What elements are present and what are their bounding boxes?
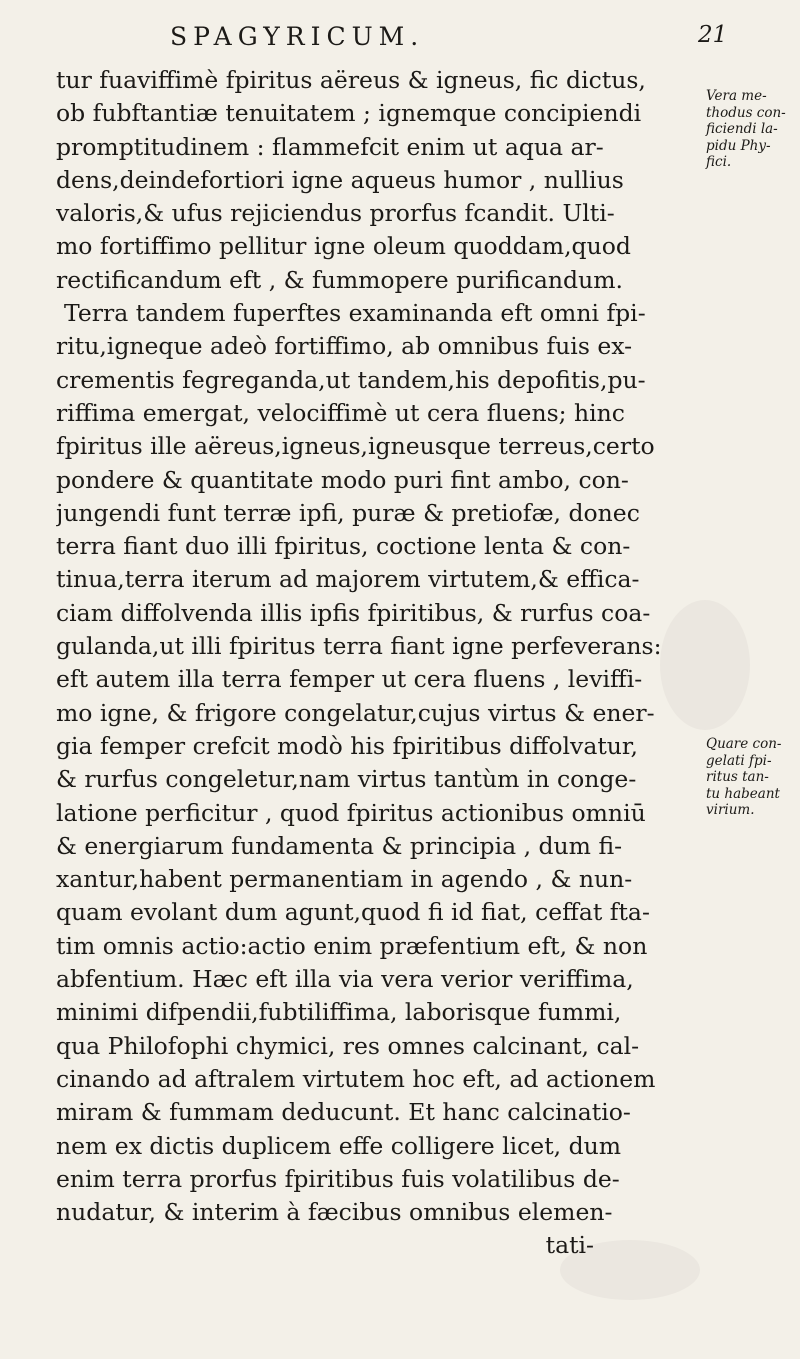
text-line: tinua,terra iterum ad majorem virtutem,& effica-	[56, 565, 640, 594]
text-line: cinando ad aftralem virtutem hoc eft, ad actionem	[56, 1064, 656, 1093]
margin-note-line: gelati fpi-	[706, 752, 772, 769]
margin-note-line: fici.	[706, 154, 732, 170]
page-number: 21	[698, 22, 728, 48]
running-head: SPAGYRICUM.	[170, 22, 425, 51]
margin-note	[706, 88, 796, 171]
text-line: tim omnis actio:actio enim præfentium eft, & non	[56, 931, 648, 960]
text-line: qua Philofophi chymici, res omnes calcinant, cal-	[56, 1031, 640, 1060]
text-line: eft autem illa terra femper ut cera fluens , leviffi-	[56, 665, 643, 694]
catchword: tati-	[545, 1231, 594, 1260]
text-line: promptitudinem : flammefcit enim ut aqua ar-	[56, 132, 604, 161]
text-line: riffima emergat, velociffimè ut cera fluens; hinc	[56, 398, 625, 427]
margin-note-line: tu habeant	[706, 785, 780, 802]
margin-note-line: Quare con-	[706, 736, 782, 752]
text-line: mo fortiffimo pellitur igne oleum quoddam,quod	[56, 232, 631, 261]
text-line: valoris,& ufus rejiciendus prorfus fcandit. Ulti-	[56, 199, 615, 228]
text-line: ritu,igneque adeò fortiffimo, ab omnibus fuis ex-	[56, 332, 633, 361]
text-line: nem ex dictis duplicem effe colligere licet, dum	[56, 1131, 622, 1160]
text-line: rectificandum eft , & fummopere purificandum.	[56, 265, 623, 294]
text-line: ob fubftantiæ tenuitatem ; ignemque concipiendi	[56, 99, 642, 128]
text-line: Terra tandem fuperftes examinanda eft omni fpi-	[64, 299, 646, 328]
text-line: dens,deindefortiori igne aqueus humor , nullius	[56, 165, 624, 194]
text-line: & rurfus congeletur,nam virtus tantùm in conge-	[56, 765, 637, 794]
text-line: nudatur, & interim à fæcibus omnibus elemen-	[56, 1198, 613, 1227]
body-text	[56, 64, 690, 1263]
margin-note-line: ritus tan-	[706, 769, 769, 785]
text-line: crementis fegreganda,ut tandem,his depofitis,pu-	[56, 365, 646, 394]
text-line: fpiritus ille aëreus,igneus,igneusque terreus,certo	[56, 432, 655, 461]
margin-note-line: pidu Phy-	[706, 137, 771, 154]
text-line: pondere & quantitate modo puri fint ambo, con-	[56, 465, 629, 494]
text-line: minimi difpendii,fubtiliffima, laborisque fummi,	[56, 998, 622, 1027]
text-line: xantur,habent permanentiam in agendo , & nun-	[56, 865, 633, 894]
text-line: & energiarum fundamenta & principia , dum fi-	[56, 831, 623, 860]
text-line: mo igne, & frigore congelatur,cujus virtus & ener-	[56, 698, 655, 727]
text-line: abfentium. Hæc eft illa via vera verior veriffima,	[56, 965, 634, 994]
margin-note-line: Vera me-	[706, 88, 767, 104]
margin-note	[706, 736, 796, 819]
text-line: tur fuaviffimè fpiritus aëreus & igneus, fic dictus,	[56, 66, 646, 94]
text-line: jungendi funt terræ ipfi, puræ & pretiofæ, donec	[56, 498, 640, 527]
margin-note-line: thodus con-	[706, 104, 786, 121]
margin-note-line: virium.	[706, 802, 755, 818]
margin-note-line: ficiendi la-	[706, 121, 778, 137]
text-line: terra fiant duo illi fpiritus, coctione lenta & con-	[56, 532, 631, 561]
text-line: ciam diffolvenda illis ipfis fpiritibus, & rurfus coa-	[56, 598, 651, 627]
text-line: quam evolant dum agunt,quod fi id fiat, ceffat fta-	[56, 898, 650, 927]
text-line: latione perficitur , quod fpiritus actionibus omniū	[56, 798, 646, 827]
text-line: enim terra prorfus fpiritibus fuis volatilibus de-	[56, 1164, 620, 1193]
text-line: miram & fummam deducunt. Et hanc calcinatio-	[56, 1098, 631, 1127]
text-line: gulanda,ut illi fpiritus terra fiant igne perfeverans:	[56, 632, 662, 661]
text-line: gia femper crefcit modò his fpiritibus diffolvatur,	[56, 731, 639, 760]
